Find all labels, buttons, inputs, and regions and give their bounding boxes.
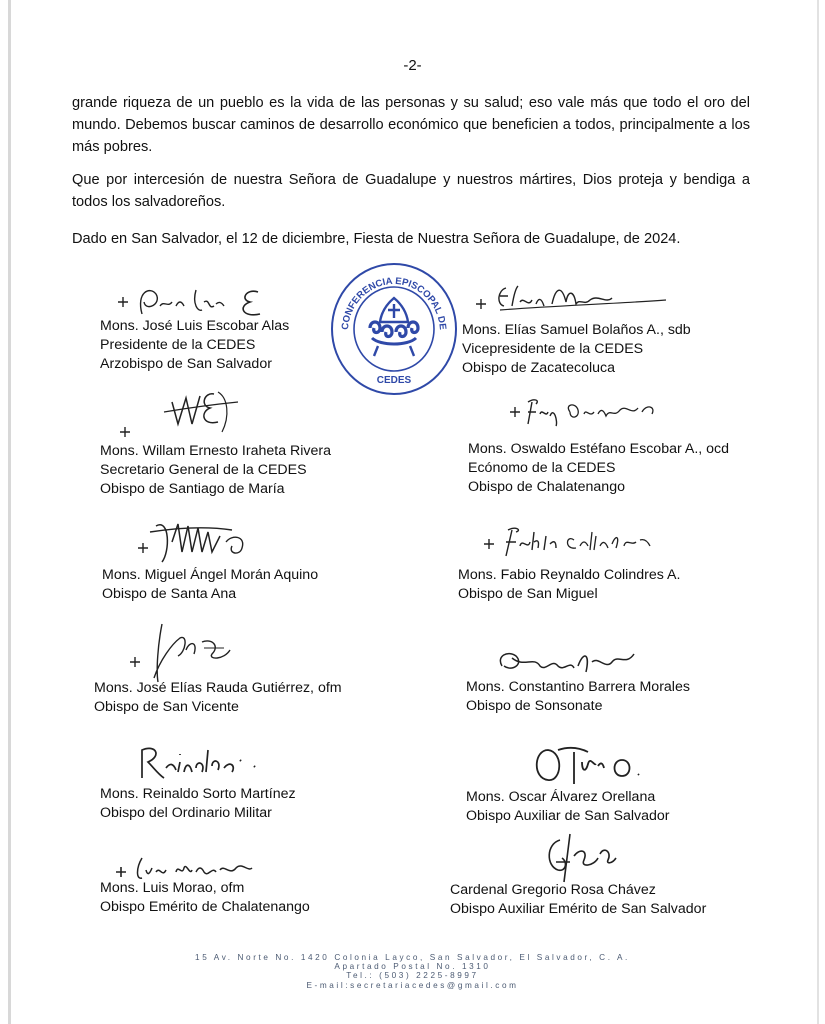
signatory-role: Vicepresidente de la CEDES — [462, 341, 644, 357]
signatory-name: Mons. Willam Ernesto Iraheta Rivera — [100, 443, 332, 459]
cedes-seal — [330, 262, 458, 396]
signatory-see: Obispo Auxiliar de San Salvador — [466, 808, 670, 824]
seal-bottom-text: CEDES — [376, 375, 412, 386]
signatory-block-sorto — [100, 785, 296, 823]
signatory-see: Arzobispo de San Salvador — [100, 356, 272, 372]
body-paragraph-2: Que por intercesión de nuestra Señora de Guadalupe y nuestros mártires, Dios proteja y bendiga a todos los salvadoreños. — [72, 172, 750, 210]
signatory-name: Mons. Oscar Álvarez Orellana — [466, 789, 656, 805]
signatory-name: Cardenal Gregorio Rosa Chávez — [450, 882, 656, 898]
signatory-name: Mons. José Elías Rauda Gutiérrez, ofm — [94, 680, 342, 696]
cedes-seal-image — [330, 262, 458, 396]
signatory-role: Secretario General de la CEDES — [100, 462, 307, 478]
signatory-block-fabio — [458, 566, 680, 604]
signature-fabio — [480, 524, 660, 560]
signatory-block-morao — [100, 879, 310, 917]
signatory-name: Mons. Reinaldo Sorto Martínez — [100, 786, 296, 802]
signature-alvarez — [530, 742, 650, 792]
signature-oswaldo — [506, 394, 676, 434]
signature-rosa — [540, 832, 620, 884]
signatory-see: Obispo Emérito de Chalatenango — [100, 899, 310, 915]
signatory-name: Mons. Constantino Barrera Morales — [466, 679, 690, 695]
page-shadow-right — [817, 0, 819, 1024]
page-number: -2- — [403, 57, 422, 74]
signatory-block-escobar — [100, 317, 289, 374]
signature-barrera — [494, 644, 644, 680]
signatory-name: Mons. Elías Samuel Bolaños A., sdb — [462, 322, 691, 338]
signatory-block-barrera — [466, 678, 690, 716]
signatory-role: Presidente de la CEDES — [100, 337, 256, 353]
signature-rauda — [128, 620, 248, 688]
footer-email: E-mail:secretariacedes@gmail.com — [306, 981, 519, 990]
body-paragraph-dated: Dado en San Salvador, el 12 de diciembre, Fiesta de Nuestra Señora de Guadalupe, de 2024. — [72, 231, 681, 247]
signatory-block-moran — [102, 566, 318, 604]
signatory-role: Ecónomo de la CEDES — [468, 460, 616, 476]
signatory-see: Obispo del Ordinario Militar — [100, 805, 272, 821]
signatory-see: Obispo de Sonsonate — [466, 698, 603, 714]
seal-ring-text: CONFERENCIA EPISCOPAL DE — [339, 275, 449, 331]
signatory-block-alvarez — [466, 788, 669, 826]
signatory-block-iraheta — [100, 442, 331, 499]
footer-address: 15 Av. Norte No. 1420 Colonia Layco, San Salvador, El Salvador, C. A. — [195, 953, 630, 962]
signature-sorto — [136, 742, 276, 786]
signatory-name: Mons. José Luis Escobar Alas — [100, 318, 290, 334]
signature-iraheta — [118, 388, 248, 444]
body-paragraph-1: grande riqueza de un pueblo es la vida de las personas y su salud; eso vale más que todo el oro del mundo. Debemos buscar caminos de desarrollo económico que beneficien a todos, principalmente a los más pobres. — [72, 95, 750, 155]
signatory-block-bolanos — [462, 321, 691, 378]
signatory-see: Obispo de San Miguel — [458, 586, 598, 602]
signatory-see: Obispo Auxiliar Emérito de San Salvador — [450, 901, 707, 917]
footer-po-box: Apartado Postal No. 1310 — [334, 962, 491, 971]
signatory-see: Obispo de Chalatenango — [468, 479, 625, 495]
signatory-block-oswaldo — [468, 440, 729, 497]
signatory-block-rauda — [94, 679, 342, 717]
signatory-block-rosa — [450, 881, 706, 919]
signatory-name: Mons. Luis Morao, ofm — [100, 880, 245, 896]
signatory-name: Mons. Oswaldo Estéfano Escobar A., ocd — [468, 441, 730, 457]
footer-phone: Tel.: (503) 2225-8997 — [346, 971, 479, 980]
signatory-see: Obispo de Santiago de María — [100, 481, 285, 497]
signatory-name: Mons. Fabio Reynaldo Colindres A. — [458, 567, 681, 583]
page-shadow-left — [8, 0, 11, 1024]
signatory-name: Mons. Miguel Ángel Morán Aquino — [102, 567, 319, 583]
signatory-see: Obispo de San Vicente — [94, 699, 239, 715]
signatory-see: Obispo de Santa Ana — [102, 586, 237, 602]
signature-moran — [136, 512, 266, 568]
signatory-see: Obispo de Zacatecoluca — [462, 360, 616, 376]
